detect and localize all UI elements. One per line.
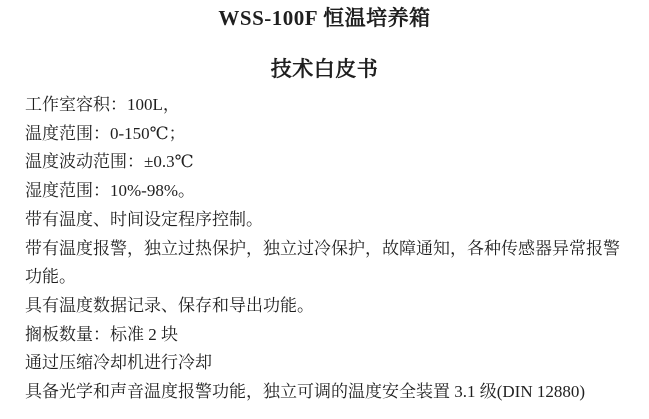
document-subtitle: 技术白皮书 [270, 57, 379, 81]
spec-line-shelf-count: 搁板数量：标准 2 块 [25, 324, 178, 344]
spec-line-volume: 工作室容积：100L， [25, 95, 180, 114]
spec-line-alarm-protection: 带有温度报警，独立过热保护，独立过冷保护，故障通知，各种传感器异常报警 [25, 238, 620, 258]
spec-line-temp-range: 温度范围：0-150℃； [25, 123, 186, 143]
spec-line-cooling-method: 通过压缩冷却机进行冷却 [25, 353, 212, 373]
spec-line-safety-device: 具备光学和声音温度报警功能，独立可调的温度安全装置 3.1 级(DIN 12880) [25, 382, 586, 402]
spec-list [0, 81, 649, 407]
spec-line-humidity-range: 湿度范围：10%-98%。 [25, 181, 195, 201]
spec-line-program-control: 带有温度、时间设定程序控制。 [25, 209, 263, 229]
document-title: WSS-100F 恒温培养箱 [218, 6, 431, 30]
spec-line-data-logging: 具有温度数据记录、保存和导出功能。 [25, 295, 314, 315]
spec-line-temp-fluctuation: 温度波动范围：±0.3℃ [25, 152, 194, 172]
spec-line-alarm-protection-wrap: 功能。 [25, 267, 76, 287]
